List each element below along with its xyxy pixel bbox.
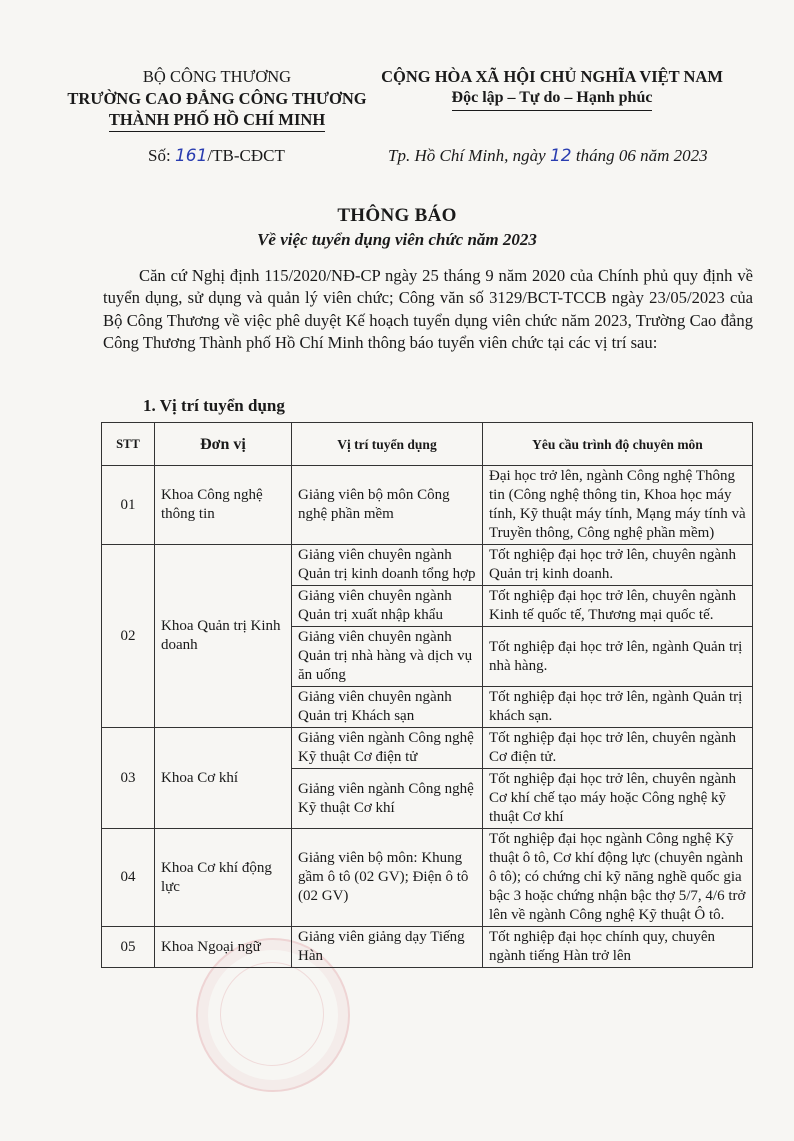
cell-requirement: Đại học trở lên, ngành Công nghệ Thông tin (Công nghệ thông tin, Khoa học máy tính, Kỹ thuật máy tính, Mạng máy tính và Truyền thông, Công nghệ phần mềm): [483, 466, 753, 545]
cell-position: Giảng viên giảng dạy Tiếng Hàn: [292, 927, 483, 968]
issue-date: Tp. Hồ Chí Minh, ngày 12 tháng 06 năm 2023: [388, 146, 708, 166]
cell-stt: 05: [102, 927, 155, 968]
recruitment-table: [101, 422, 753, 968]
section-heading: 1. Vị trí tuyển dụng: [143, 396, 285, 415]
cell-requirement: Tốt nghiệp đại học trở lên, chuyên ngành Kinh tế quốc tế, Thương mại quốc tế.: [483, 586, 753, 627]
cell-position: Giảng viên chuyên ngành Quản trị Khách sạn: [292, 687, 483, 728]
cell-position: Giảng viên chuyên ngành Quản trị kinh doanh tổng hợp: [292, 545, 483, 586]
cell-position: Giảng viên chuyên ngành Quản trị nhà hàng và dịch vụ ăn uống: [292, 627, 483, 687]
cell-requirement: Tốt nghiệp đại học trở lên, chuyên ngành Cơ khí chế tạo máy hoặc Công nghệ kỹ thuật Cơ khí: [483, 769, 753, 829]
cell-stt: 02: [102, 545, 155, 728]
ministry-name: BỘ CÔNG THƯƠNG: [142, 67, 292, 86]
handwritten-number: 161: [174, 146, 208, 166]
cell-position: Giảng viên ngành Công nghệ Kỹ thuật Cơ điện tử: [292, 728, 483, 769]
document-subtitle: Về việc tuyển dụng viên chức năm 2023: [257, 230, 537, 249]
table-header-row: [102, 423, 753, 466]
document-number: Số: 161/TB-CĐCT: [148, 146, 285, 166]
cell-position: Giảng viên bộ môn Công nghệ phần mềm: [292, 466, 483, 545]
cell-position: Giảng viên chuyên ngành Quản trị xuất nhập khẩu: [292, 586, 483, 627]
header-unit: Đơn vị: [155, 423, 292, 466]
table-row: [102, 466, 753, 545]
cell-position: Giảng viên bộ môn: Khung gầm ô tô (02 GV); Điện ô tô (02 GV): [292, 829, 483, 927]
cell-requirement: Tốt nghiệp đại học trở lên, ngành Quản trị nhà hàng.: [483, 627, 753, 687]
intro-paragraph: Căn cứ Nghị định 115/2020/NĐ-CP ngày 25 tháng 9 năm 2020 của Chính phủ quy định về tuyển dụng, sử dụng và quản lý viên chức; Công văn số 3129/BCT-TCCB ngày 23/05/2023 của Bộ Công Thương về việc phê duyệt Kế hoạch tuyển dụng viên chức năm 2023, Trường Cao đẳng Công Thương Thành phố Hồ Chí Minh thông báo tuyển viên chức tại các vị trí sau:: [103, 266, 753, 353]
school-name-line1: TRƯỜNG CAO ĐẲNG CÔNG THƯƠNG: [67, 89, 367, 108]
nation-name: CỘNG HÒA XÃ HỘI CHỦ NGHĨA VIỆT NAM: [381, 67, 723, 86]
table-row: [102, 728, 753, 769]
cell-requirement: Tốt nghiệp đại học trở lên, chuyên ngành Cơ điện tử.: [483, 728, 753, 769]
school-name-line2: THÀNH PHỐ HỒ CHÍ MINH: [109, 109, 325, 132]
cell-unit: Khoa Công nghệ thông tin: [155, 466, 292, 545]
cell-requirement: Tốt nghiệp đại học trở lên, ngành Quản trị khách sạn.: [483, 687, 753, 728]
national-header: [352, 66, 752, 111]
header-requirement: Yêu cầu trình độ chuyên môn: [483, 423, 753, 466]
table-row: [102, 545, 753, 586]
table-row: [102, 829, 753, 927]
cell-stt: 01: [102, 466, 155, 545]
document-title: THÔNG BÁO: [337, 205, 457, 226]
cell-requirement: Tốt nghiệp đại học ngành Công nghệ Kỹ thuật ô tô, Cơ khí động lực (chuyên ngành ô tô); có chứng chỉ kỹ năng nghề quốc gia bậc 3 hoặc chứng nhận bậc thợ 5/7, 4/6 trở lên về ngành Công nghệ Kỹ thuật Ô tô.: [483, 829, 753, 927]
handwritten-day: 12: [549, 146, 572, 166]
cell-unit: Khoa Quản trị Kinh doanh: [155, 545, 292, 728]
cell-requirement: Tốt nghiệp đại học trở lên, chuyên ngành Quản trị kinh doanh.: [483, 545, 753, 586]
issuer-header: [52, 66, 382, 132]
national-motto: Độc lập – Tự do – Hạnh phúc: [452, 87, 653, 111]
header-position: Vị trí tuyển dụng: [292, 423, 483, 466]
cell-stt: 03: [102, 728, 155, 829]
cell-position: Giảng viên ngành Công nghệ Kỹ thuật Cơ khí: [292, 769, 483, 829]
cell-unit: Khoa Cơ khí động lực: [155, 829, 292, 927]
cell-stt: 04: [102, 829, 155, 927]
cell-unit: Khoa Ngoại ngữ: [155, 927, 292, 968]
cell-requirement: Tốt nghiệp đại học chính quy, chuyên ngành tiếng Hàn trở lên: [483, 927, 753, 968]
header-stt: STT: [102, 423, 155, 466]
table-row: [102, 927, 753, 968]
cell-unit: Khoa Cơ khí: [155, 728, 292, 829]
